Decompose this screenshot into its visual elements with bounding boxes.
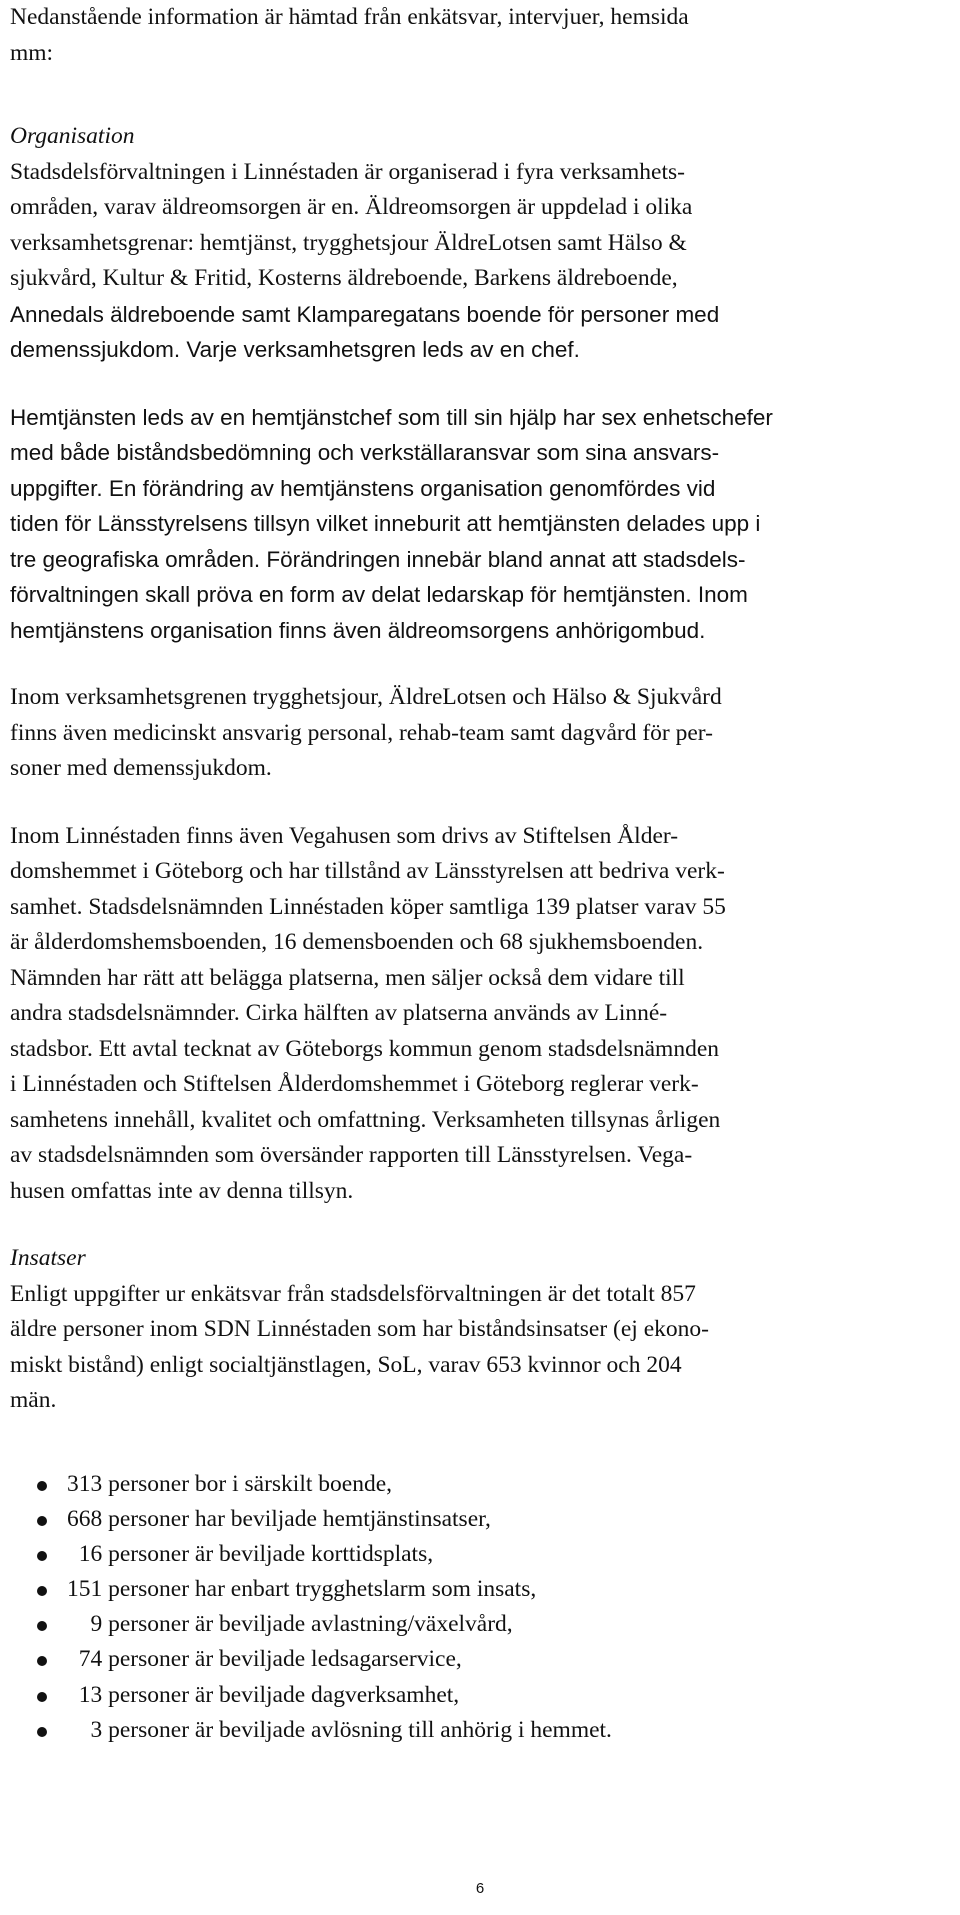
text-line: Annedals äldreboende samt Klamparegatans boende för personer med xyxy=(10,301,720,327)
bullet-item: 151 personer har enbart trygghetslarm som insats, xyxy=(10,1572,950,1607)
bullet-item: 16 personer är beviljade korttidsplats, xyxy=(10,1537,950,1572)
bullet-item: 313 personer bor i särskilt boende, xyxy=(10,1467,950,1502)
text-line: samhetens innehåll, kvalitet och omfattning. Verksamheten tillsynas årligen xyxy=(10,1106,721,1133)
text-line: områden, varav äldreomsorgen är en. Äldreomsorgen är uppdelad i olika xyxy=(10,194,693,220)
organisation-paragraph-4 xyxy=(10,819,950,1210)
text-line: andra stadsdelsnämnder. Cirka hälften av platserna används av Linné- xyxy=(10,1000,668,1026)
insatser-paragraph xyxy=(10,1277,950,1419)
organisation-paragraph-2 xyxy=(10,400,950,649)
text-line: Inom Linnéstaden finns även Vegahusen som drivs av Stiftelsen Ålder- xyxy=(10,822,679,849)
text-line: Enligt uppgifter ur enkätsvar från stadsdelsförvaltningen är det totalt 857 xyxy=(10,1280,696,1307)
text-line: män. xyxy=(10,1387,57,1413)
document-page xyxy=(10,0,950,1748)
text-line: Hemtjänsten leds av en hemtjänstchef som till sin hjälp har sex enhetschefer xyxy=(10,404,773,430)
text-line: tiden för Länsstyrelsens tillsyn vilket inneburit att hemtjänsten delades upp i xyxy=(10,511,761,536)
text-line: stadsbor. Ett avtal tecknat av Göteborgs kommun genom stadsdelsnämnden xyxy=(10,1035,720,1062)
intro-paragraph xyxy=(10,0,950,71)
text-line: miskt bistånd) enligt socialtjänstlagen, SoL, varav 653 kvinnor och 204 xyxy=(10,1351,682,1378)
text-line: Stadsdelsförvaltningen i Linnéstaden är organiserad i fyra verksamhets- xyxy=(10,158,685,185)
text-line: soner med demenssjukdom. xyxy=(10,755,272,781)
text-line: Nämnden har rätt att belägga platserna, men säljer också dem vidare till xyxy=(10,964,685,991)
text-line: finns även medicinskt ansvarig personal, rehab-team samt dagvård för per- xyxy=(10,719,713,746)
text-line: hemtjänstens organisation finns även äldreomsorgens anhörigombud. xyxy=(10,617,706,643)
text-line: Inom verksamhetsgrenen trygghetsjour, ÄldreLotsen och Hälso & Sjukvård xyxy=(10,684,722,710)
text-line: är ålderdomshemsboenden, 16 demensboenden och 68 sjukhemsboenden. xyxy=(10,929,704,955)
section-heading-insatser: Insatser xyxy=(10,1245,86,1271)
text-line: med både biståndsbedömning och verkställaransvar som sina ansvars- xyxy=(10,440,720,465)
text-line: tre geografiska områden. Förändringen innebär bland annat att stadsdels- xyxy=(10,546,746,572)
text-line: demenssjukdom. Varje verksamhetsgren leds av en chef. xyxy=(10,337,580,362)
section-heading-organisation: Organisation xyxy=(10,123,135,149)
text-line: husen omfattas inte av denna tillsyn. xyxy=(10,1177,354,1204)
text-line: domshemmet i Göteborg och har tillstånd av Länsstyrelsen att bedriva verk- xyxy=(10,858,725,884)
text-line: samhet. Stadsdelsnämnden Linnéstaden köper samtliga 139 platser varav 55 xyxy=(10,893,726,920)
text-line: av stadsdelsnämnden som översänder rapporten till Länsstyrelsen. Vega- xyxy=(10,1142,693,1168)
text-line: äldre personer inom SDN Linnéstaden som har biståndsinsatser (ej ekono- xyxy=(10,1316,709,1342)
bullet-item: 13 personer är beviljade dagverksamhet, xyxy=(10,1678,950,1713)
text-line: förvaltningen skall pröva en form av delat ledarskap för hemtjänsten. Inom xyxy=(10,582,748,607)
bullet-item: 668 personer har beviljade hemtjänstinsatser, xyxy=(10,1502,950,1537)
bullet-item: 9 personer är beviljade avlastning/växelvård, xyxy=(10,1607,950,1642)
bullet-item: 3 personer är beviljade avlösning till anhörig i hemmet. xyxy=(10,1713,950,1748)
text-line: verksamhetsgrenar: hemtjänst, trygghetsjour ÄldreLotsen samt Hälso & xyxy=(10,229,687,256)
insatser-bullet-list xyxy=(10,1467,950,1749)
organisation-paragraph-3 xyxy=(10,680,950,787)
text-line: mm: xyxy=(10,39,54,66)
text-line: uppgifter. En förändring av hemtjänstens organisation genomfördes vid xyxy=(10,475,716,501)
text-line: sjukvård, Kultur & Fritid, Kosterns äldreboende, Barkens äldreboende, xyxy=(10,265,678,291)
bullet-item: 74 personer är beviljade ledsagarservice, xyxy=(10,1642,950,1677)
page-number: 6 xyxy=(475,1880,485,1897)
text-line: i Linnéstaden och Stiftelsen Ålderdomshemmet i Göteborg reglerar verk- xyxy=(10,1071,699,1097)
organisation-paragraph-1 xyxy=(10,155,950,368)
text-line: Nedanstående information är hämtad från enkätsvar, intervjuer, hemsida xyxy=(10,4,689,30)
